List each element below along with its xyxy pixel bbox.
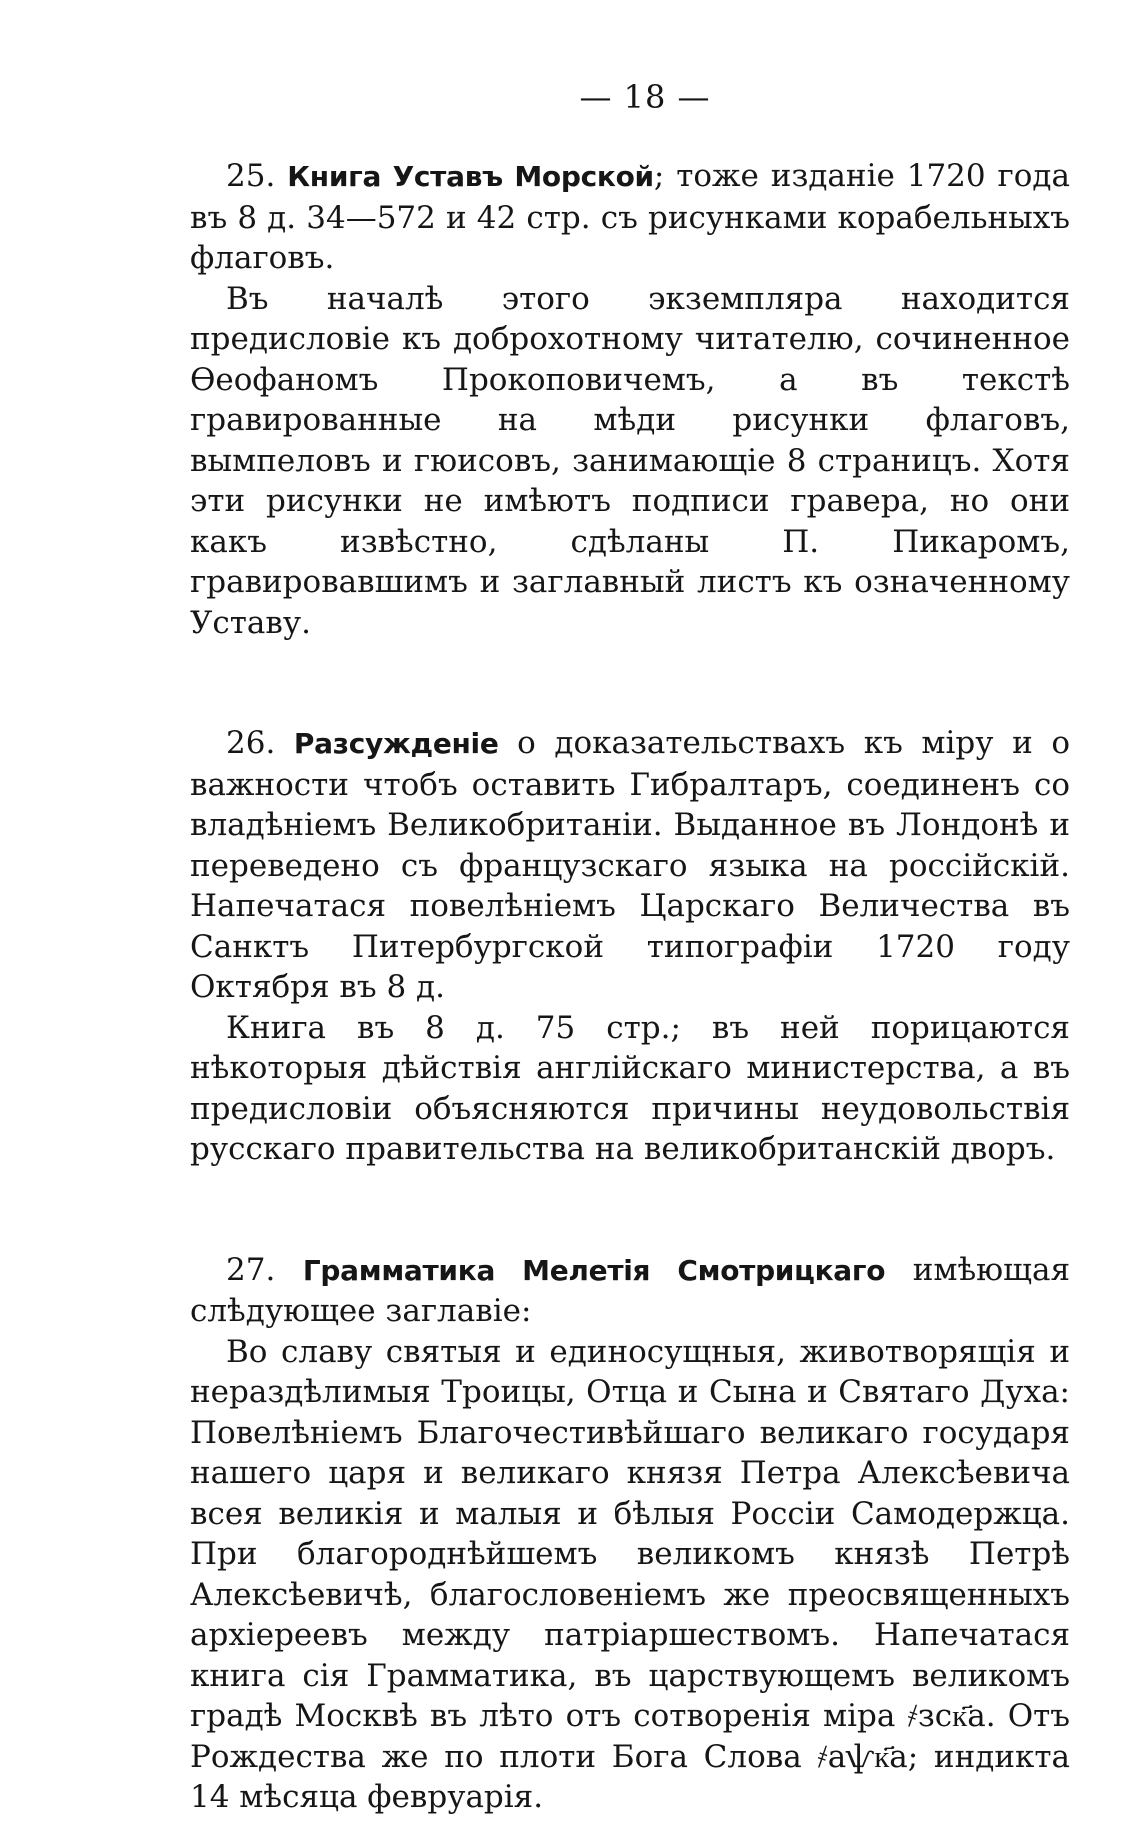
entry-number: 26. [226, 725, 276, 761]
entry-paragraph [190, 723, 1070, 1008]
entry-paragraph [190, 1250, 1070, 1332]
entry-number: 27. [226, 1251, 276, 1288]
entry-paragraph: Въ началѣ этого экземпляра находится предисловіе къ доброхотному читателю, сочиненное Ѳеофаномъ Прокоповичемъ, а въ текстѣ гравированные на мѣди рисунки флаговъ, вымпеловъ и гюисовъ, занимающіе 8 страницъ. Хотя эти рисунки не имѣютъ подписи гравера, но они какъ извѣстно, сдѣланы П. Пикаромъ, гравировавшимъ и заглавный листъ къ означенному Уставу. [190, 280, 1070, 641]
entry-text: имѣющая слѣдующее заглавіе: [190, 1251, 1071, 1329]
entry-paragraph [190, 156, 1070, 279]
entry-text: о доказательствахъ къ міру и о важности чтобъ оставить Гибралтаръ, соединенъ со владѣніемъ Великобританіи. Выданное въ Лондонѣ и переведено съ французскаго языка на россійскій. Напечатася повелѣніемъ Царскаго Величества въ Санктъ Питербургской типографіи 1720 году Октября въ 8 д. [190, 725, 1070, 1005]
entry-title: Грамматика Мелетія Смотрицкаго [302, 1253, 886, 1287]
entry-number: 25. [226, 158, 276, 194]
entry-title: Книга Уставъ Морской [287, 160, 654, 193]
entry-text: ; тоже изданіе 1720 года въ 8 д. 34—572 и 42 стр. съ рисунками корабельныхъ флаговъ. [190, 158, 1071, 276]
page-number: — 18 — [579, 78, 711, 116]
catalog-entry-25 [190, 156, 1070, 643]
entry-title: Разсужденіе [293, 727, 499, 760]
catalog-entry-26 [190, 723, 1070, 1170]
book-page [190, 78, 1070, 1818]
entry-paragraph: Книга въ 8 д. 75 стр.; въ ней порицаются нѣкоторыя дѣйствія англійскаго министерства, а въ предисловіи объясняются причины неудовольствія русскаго правительства на великобританскій дворъ. [190, 1009, 1070, 1167]
entry-paragraph: Во славу святыя и единосущныя, животворящія и нераздѣлимыя Троицы, Отца и Сына и Святаго Духа: Повелѣніемъ Благочестивѣйшаго великаго государя нашего царя и великаго князя Петра Алексѣевича всея великія и малыя и бѣлыя Россіи Самодержца. При благороднѣйшемъ великомъ князѣ Петрѣ Алексѣевичѣ, благословеніемъ же преосвященныхъ архіереевъ между патріаршествомъ. Напечатася книга сія Грамматика, въ царствующемъ великомъ градѣ Москвѣ въ лѣто отъ сотворенія міра ҂зск҃а. Отъ Рождества же по плоти Бога Слова ҂аѱк҃а; индикта 14 мѣсяца февруарія. [190, 1333, 1070, 1815]
catalog-entry-27 [190, 1250, 1070, 1818]
